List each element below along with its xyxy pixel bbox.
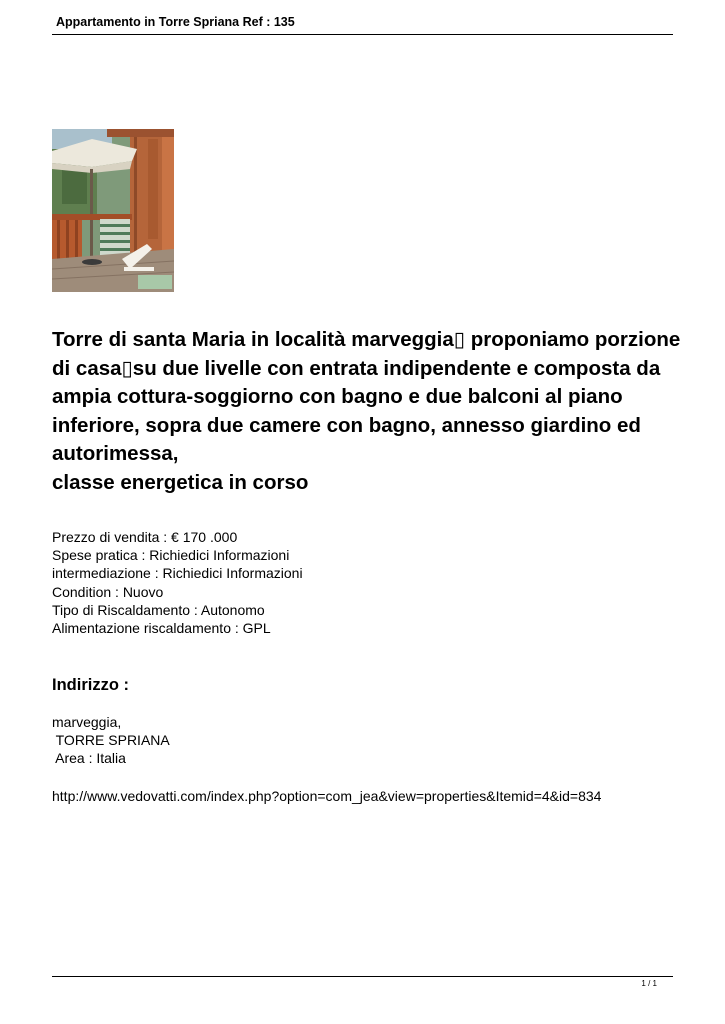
property-photo (52, 129, 174, 292)
page-number: 1 / 1 (641, 979, 657, 988)
listing-url[interactable]: http://www.vedovatti.com/index.php?option=com_jea&view=properties&Itemid=4&id=834 (52, 788, 602, 804)
footer-divider (52, 976, 673, 977)
address-heading: Indirizzo : (52, 676, 129, 694)
document-header-title: Appartamento in Torre Spriana Ref : 135 (56, 15, 295, 29)
detail-heating-type: Tipo di Riscaldamento : Autonomo (52, 601, 265, 618)
detail-fees: Spese pratica : Richiedici Informazioni (52, 547, 290, 564)
header-divider (52, 34, 673, 35)
detail-heating-fuel: Alimentazione riscaldamento : GPL (52, 620, 271, 637)
address-text: marveggia, TORRE SPRIANA Area : Italia (52, 714, 170, 767)
property-description: Torre di santa Maria in località marveggia▯ proponiamo porzione di casa▯su due livelle con entrata indipendente e composta da ampia cottura-soggiorno con bagno e due balconi al piano inferiore, sopra due camere con bagno, annesso giardino ed autorimessa, classe energetica in corso (52, 328, 681, 494)
detail-price: Prezzo di vendita : € 170 .000 (52, 529, 238, 545)
detail-brokerage: intermediazione : Richiedici Informazioni (52, 565, 303, 582)
detail-condition: Condition : Nuovo (52, 583, 164, 600)
property-details (52, 528, 303, 637)
